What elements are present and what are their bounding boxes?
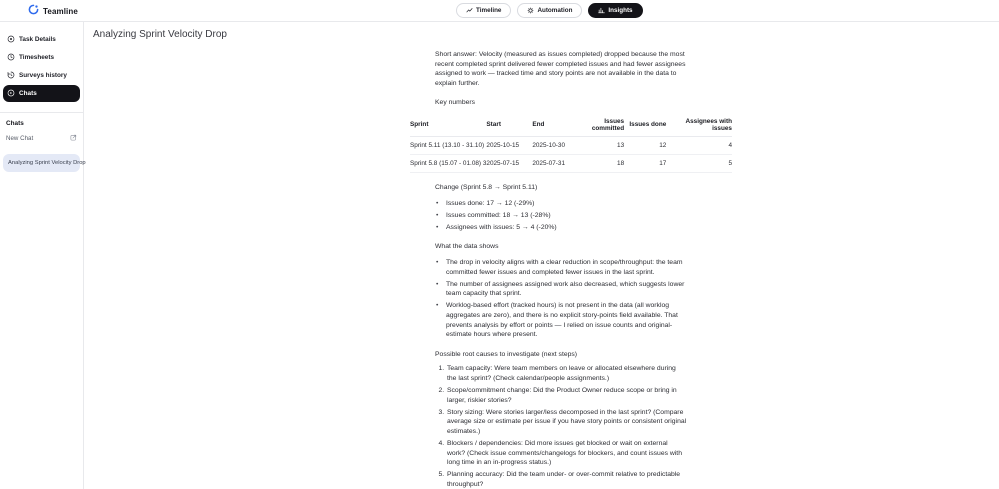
list-item: • Worklog-based effort (tracked hours) is not present in the data (all worklog aggregates are zero), and there is no explicit story-points field available. That prevents analysis by effort or points — I relied on issue counts and original-estimate hours where present. — [435, 301, 691, 339]
history-icon — [7, 71, 15, 81]
cell-start: 2025-10-15 — [486, 136, 532, 154]
sidebar-item-label: Surveys history — [19, 72, 67, 79]
list-item: • Assignees with issues: 5 → 4 (-20%) — [435, 223, 691, 233]
list-item: • Issues done: 17 → 12 (-29%) — [435, 199, 691, 209]
chat-list-item-active[interactable]: Analyzing Sprint Velocity Drop — [3, 154, 80, 172]
col-header-issues-committed: Issues committed — [577, 114, 624, 137]
chat-content — [410, 50, 732, 489]
list-item: • The drop in velocity aligns with a clear reduction in scope/throughput: the team committed fewer issues and completed fewer issues in the last sprint. — [435, 258, 691, 277]
page-title: Analyzing Sprint Velocity Drop — [93, 29, 227, 40]
cell-sprint: Sprint 5.11 (13.10 - 31.10) — [410, 136, 486, 154]
task-details-icon — [7, 35, 15, 45]
short-answer-paragraph: Short answer: Velocity (measured as issues completed) dropped because the most recent completed sprint delivered fewer completed issues and had fewer assignees assigned to work — tracked time and story points are not available in the data to explain further. — [435, 51, 686, 87]
list-item: • Issues committed: 18 → 13 (-28%) — [435, 211, 691, 221]
automation-button[interactable] — [517, 3, 582, 18]
col-header-end: End — [532, 114, 576, 137]
new-chat-label: New Chat — [6, 134, 34, 142]
cell-start: 2025-07-15 — [486, 154, 532, 172]
insights-button-label: Insights — [608, 7, 633, 14]
list-item: 2. Scope/commitment change: Did the Product Owner reduce scope or bring in larger, riskier stories? — [446, 386, 687, 405]
col-header-assignees: Assignees with issues — [666, 114, 732, 137]
sidebar-item-task-details[interactable] — [3, 31, 80, 48]
timesheet-clock-icon — [7, 53, 15, 63]
root-causes-numbered-list — [435, 364, 687, 489]
compose-icon — [70, 134, 77, 143]
data-shows-heading: What the data shows — [435, 243, 499, 251]
sidebar-item-surveys-history[interactable] — [3, 67, 80, 84]
table-header-row — [410, 114, 732, 137]
gear-icon — [527, 7, 534, 14]
list-item: 3. Story sizing: Were stories larger/less decomposed in the last sprint? (Compare average size or estimate per issue if you have story points or consistent original estimates.) — [446, 408, 687, 437]
brand-name: Teamline — [43, 6, 78, 16]
sidebar — [0, 22, 84, 489]
main-area — [85, 22, 999, 489]
timeline-icon — [466, 7, 473, 14]
cell-end: 2025-10-30 — [532, 136, 576, 154]
insights-button[interactable] — [588, 3, 642, 18]
list-item: • The number of assignees assigned work also decreased, which suggests lower team capacity that sprint. — [435, 280, 691, 299]
topbar-buttons — [456, 3, 643, 18]
brand — [28, 0, 78, 22]
cell-sprint: Sprint 5.8 (15.07 - 01.08) 3 — [410, 154, 486, 172]
cell-end: 2025-07-31 — [532, 154, 576, 172]
key-numbers-table — [410, 114, 732, 173]
sidebar-item-label: Timesheets — [19, 54, 55, 61]
cell-assignees: 5 — [666, 154, 732, 172]
cell-assignees: 4 — [666, 136, 732, 154]
cell-issues-committed: 13 — [577, 136, 624, 154]
sidebar-nav — [0, 22, 83, 102]
list-item: 1. Team capacity: Were team members on leave or allocated elsewhere during the last sprint? (Check calendar/people assignments.) — [446, 364, 687, 383]
change-bullet-list — [435, 199, 691, 233]
change-heading: Change (Sprint 5.8 → Sprint 5.11) — [435, 183, 538, 191]
sidebar-item-chats[interactable] — [3, 85, 80, 102]
top-bar — [0, 0, 999, 22]
chat-icon — [7, 89, 15, 99]
cell-issues-done: 17 — [624, 154, 666, 172]
teamline-logo-icon — [28, 2, 39, 20]
col-header-sprint: Sprint — [410, 114, 486, 137]
sidebar-item-label: Chats — [19, 90, 37, 97]
cell-issues-done: 12 — [624, 136, 666, 154]
timeline-button[interactable] — [456, 3, 511, 18]
key-numbers-heading: Key numbers — [435, 99, 476, 107]
timeline-button-label: Timeline — [476, 7, 502, 14]
automation-button-label: Automation — [537, 7, 573, 14]
sidebar-item-timesheets[interactable] — [3, 49, 80, 66]
chart-icon — [598, 7, 605, 14]
col-header-issues-done: Issues done — [624, 114, 666, 137]
list-item: 4. Blockers / dependencies: Did more issues get blocked or wait on external work? (Check issue comments/changelogs for blockers, and count issues with long time in an in-progress status.) — [446, 439, 687, 468]
table-row — [410, 154, 732, 172]
sidebar-divider — [0, 112, 83, 113]
chats-section-title: Chats — [6, 120, 24, 127]
table-row — [410, 136, 732, 154]
data-shows-bullet-list — [435, 258, 691, 340]
new-chat-button[interactable] — [0, 130, 83, 146]
col-header-start: Start — [486, 114, 532, 137]
list-item: 5. Planning accuracy: Did the team under- or over-commit relative to predictable throughput? — [446, 470, 687, 489]
sidebar-item-label: Task Details — [19, 36, 56, 43]
root-causes-heading: Possible root causes to investigate (next steps) — [435, 350, 578, 358]
cell-issues-committed: 18 — [577, 154, 624, 172]
